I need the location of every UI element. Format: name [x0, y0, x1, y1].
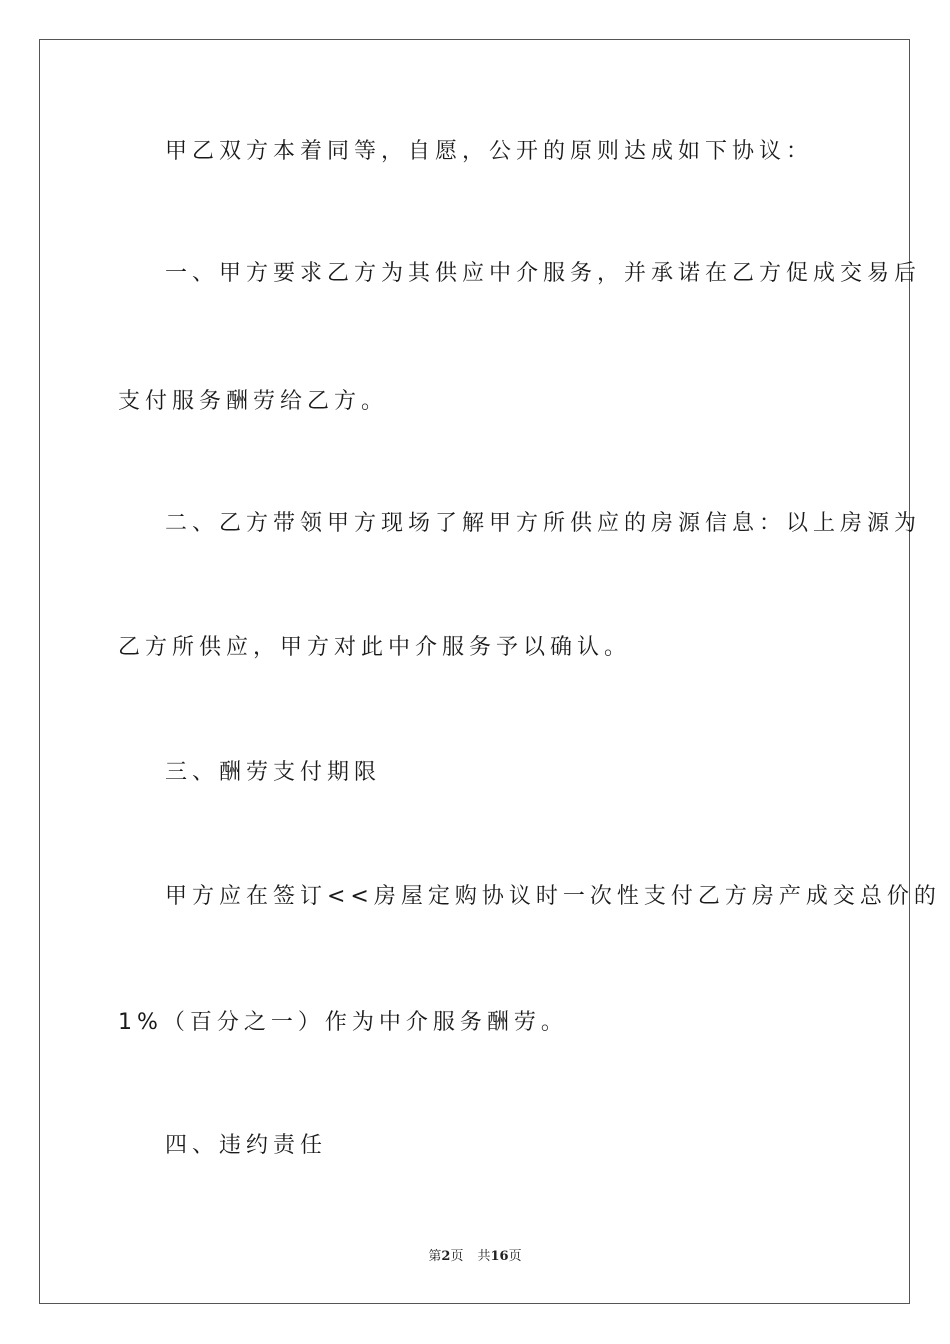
clause-one-line-1: 一、甲方要求乙方为其供应中介服务，并承诺在乙方促成交易后: [165, 261, 922, 286]
page-footer: [0, 1248, 950, 1266]
total-prefix: 共: [477, 1249, 491, 1264]
page-prefix: 第: [428, 1249, 442, 1264]
clause-three-line-1: 甲方应在签订<<房屋定购协议时一次性支付乙方房产成交总价的: [165, 884, 941, 909]
clause-two-line-1: 二、乙方带领甲方现场了解甲方所供应的房源信息：以上房源为: [165, 511, 922, 536]
page-suffix: 页: [450, 1249, 464, 1264]
clause-two-line-2: 乙方所供应，甲方对此中介服务予以确认。: [118, 635, 632, 660]
page-border: [39, 39, 910, 1304]
clause-four-heading: 四、违约责任: [165, 1133, 328, 1158]
clause-three-line-2: 1%（百分之一）作为中介服务酬劳。: [118, 1010, 568, 1035]
page-number: 2: [441, 1249, 451, 1264]
clause-three-heading: 三、酬劳支付期限: [165, 760, 382, 785]
total-suffix: 页: [508, 1249, 522, 1264]
total-pages: 16: [490, 1249, 509, 1264]
paragraph-intro: 甲乙双方本着同等，自愿，公开的原则达成如下协议：: [165, 139, 814, 164]
clause-one-line-2: 支付服务酬劳给乙方。: [118, 389, 389, 414]
